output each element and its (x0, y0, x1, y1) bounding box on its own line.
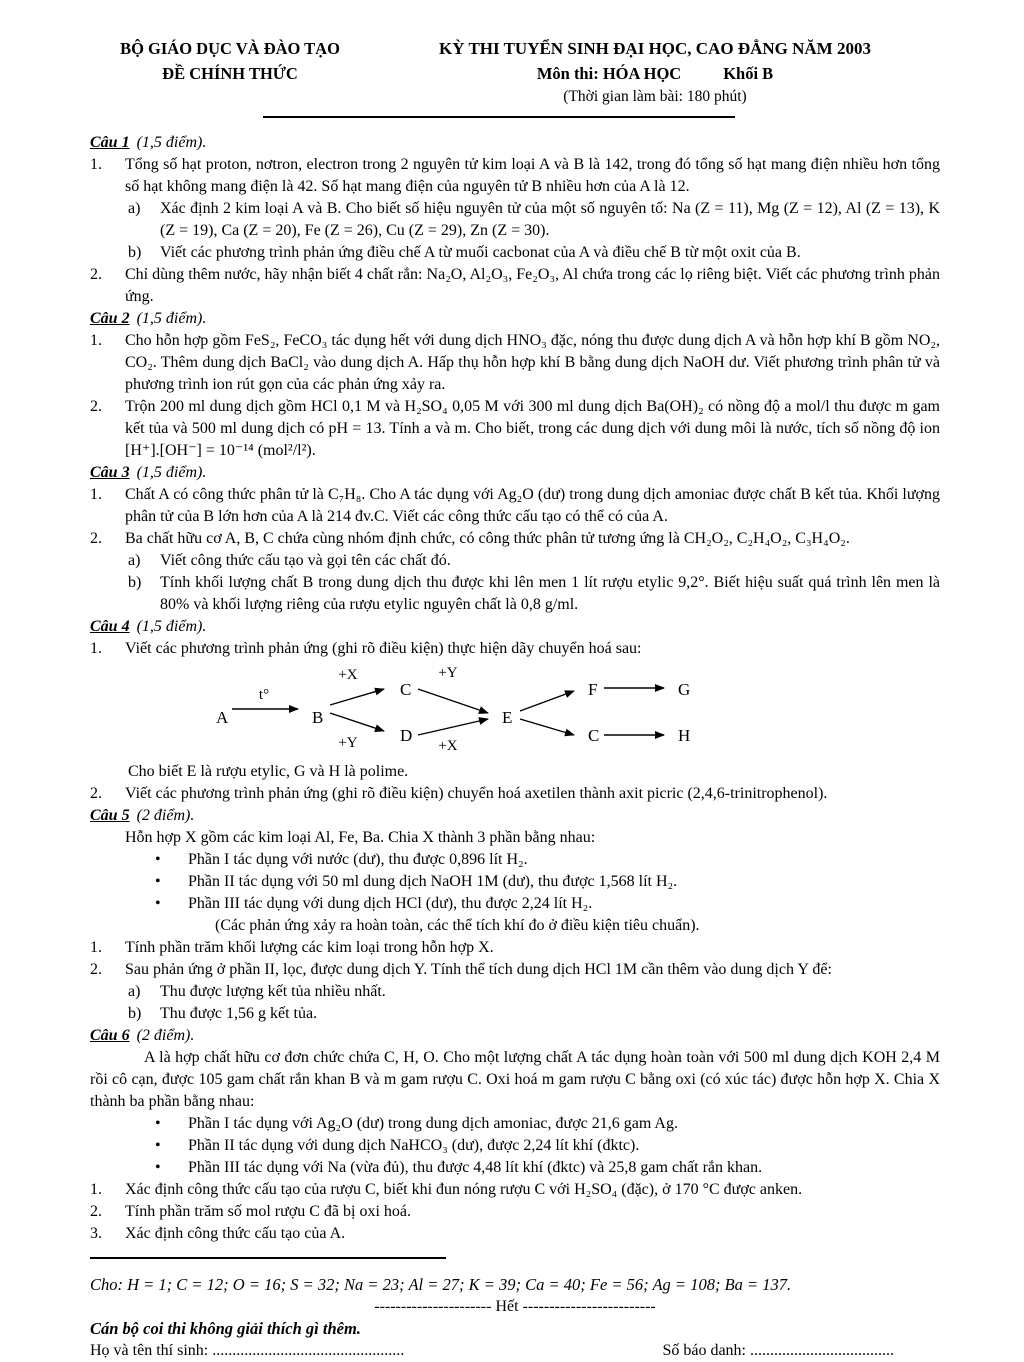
header-left-block (90, 36, 370, 108)
subject-line (370, 61, 940, 86)
header-right-block (370, 36, 940, 108)
q5-item-1 (90, 937, 940, 959)
q5-bullet-1-glyph: • (155, 851, 161, 868)
q5-item-1-number: 1. (90, 939, 102, 956)
subject-label: Môn thi: HÓA HỌC (536, 64, 682, 83)
question-2-title: Câu 2 (90, 310, 130, 327)
q3-item-2 (90, 528, 940, 550)
reaction-diagram (208, 661, 940, 760)
q5-bullet-2-text: Phần II tác dụng với 50 ml dung dịch NaOH 1M (dư), thu được 1,568 lít H₂. (188, 873, 678, 890)
q3-item-2a-letter: a) (128, 552, 141, 569)
reaction-diagram-svg (208, 661, 738, 753)
node-b: B (312, 708, 324, 727)
arrow-d-e (418, 719, 488, 735)
header-rule (263, 116, 735, 118)
node-g: G (678, 680, 691, 699)
q6-item-1-number: 1. (90, 1181, 102, 1198)
candidate-name-label: Họ và tên thí sinh: ................................................ (90, 1342, 405, 1359)
q5-bullet-2 (90, 871, 940, 893)
label-plus-x-upper: +X (338, 667, 358, 683)
q1-item-1a-text: Xác định 2 kim loại A và B. Cho biết số hiệu nguyên tử của một số nguyên tố: Na (Z = 11), Mg (Z = 12), Al (Z = 13), K (Z = 19), Ca (Z = 20), Fe (Z = 26), Cu (Z = 29), Zn (Z = 30). (160, 200, 940, 239)
q3-item-2a-text: Viết công thức cấu tạo và gọi tên các chất đó. (160, 552, 451, 569)
q1-item-1a-letter: a) (128, 200, 141, 217)
q5-item-2b-letter: b) (128, 1005, 142, 1022)
question-6-points: (2 điểm). (136, 1027, 195, 1044)
q4-item-1 (90, 638, 940, 660)
q3-item-2b (90, 572, 940, 616)
exam-type-label: ĐỀ CHÍNH THỨC (162, 64, 298, 83)
question-4-heading (90, 616, 940, 638)
q6-bullet-2-glyph: • (155, 1137, 161, 1154)
q6-bullet-3-glyph: • (155, 1159, 161, 1176)
question-5 (90, 805, 940, 1025)
q3-item-1-number: 1. (90, 486, 102, 503)
node-f: F (588, 680, 598, 699)
q1-item-1a (90, 198, 940, 242)
q6-item-1 (90, 1179, 940, 1201)
atomic-masses-line: Cho: H = 1; C = 12; O = 16; S = 32; Na = 23; Al = 27; K = 39; Ca = 40; Fe = 56; Ag = 108; Ba = 137. (90, 1275, 792, 1294)
page-header (90, 36, 940, 108)
end-rule (90, 1257, 446, 1259)
q5-bullet-1-text: Phần I tác dụng với nước (dư), thu được 0,896 lít H₂. (188, 851, 528, 868)
q5-item-2b-text: Thu được 1,56 g kết tủa. (160, 1005, 318, 1022)
question-4 (90, 616, 940, 805)
question-5-title: Câu 5 (90, 807, 130, 824)
candidate-id-label: Số báo danh: .................................... (662, 1342, 894, 1359)
block-label: Khối B (723, 64, 774, 83)
q3-item-2b-text: Tính khối lượng chất B trong dung dịch thu được khi lên men 1 lít rượu etylic 9,2°. Biết hiệu suất quá trình lên men là 80% và khối lượng riêng của rượu etylic nguyên chất là 0,8 g/ml. (160, 574, 940, 613)
q2-item-1-text: Cho hỗn hợp gồm FeS₂, FeCO₃ tác dụng hết với dung dịch HNO₃ đặc, nóng thu được dung dịch A và hỗn hợp khí B gồm NO₂, CO₂. Thêm dung dịch BaCl₂ vào dung dịch A. Hấp thụ hỗn hợp khí B bằng dung dịch NaOH dư. Viết phương trình phân tử và phương trình ion rút gọn của các phản ứng xảy ra. (125, 332, 940, 393)
signature-row (90, 1340, 940, 1362)
question-3 (90, 462, 940, 616)
q2-item-1-number: 1. (90, 332, 102, 349)
q6-bullet-3-text: Phần III tác dụng với Na (vừa đủ), thu được 4,48 lít khí (đktc) và 25,8 gam chất rắn khan. (188, 1159, 763, 1176)
arrow-e-f (520, 691, 574, 711)
question-3-heading (90, 462, 940, 484)
q1-item-2-number: 2. (90, 266, 102, 283)
q5-item-2a-text: Thu được lượng kết tủa nhiều nhất. (160, 983, 386, 1000)
q1-item-2 (90, 264, 940, 308)
q5-item-2-text: Sau phản ứng ở phần II, lọc, được dung dịch Y. Tính thể tích dung dịch HCl 1M cần thêm vào dung dịch Y để: (125, 961, 832, 978)
q5-item-2 (90, 959, 940, 981)
q1-item-1-text: Tổng số hạt proton, nơtron, electron trong 2 nguyên tử kim loại A và B là 142, trong đó tổng số hạt mang điện nhiều hơn tổng số hạt không mang điện là 42. Số hạt mang điện của nguyên tử B nhiều hơn của A là 12. (125, 156, 940, 195)
question-1-title: Câu 1 (90, 134, 130, 151)
question-6-heading (90, 1025, 940, 1047)
q6-bullet-2 (90, 1135, 940, 1157)
q5-item-1-text: Tính phần trăm khối lượng các kim loại trong hỗn hợp X. (125, 939, 494, 956)
question-1-heading (90, 132, 940, 154)
q3-item-2b-letter: b) (128, 574, 142, 591)
question-4-points: (1,5 điểm). (136, 618, 207, 635)
duration-line: (Thời gian làm bài: 180 phút) (563, 88, 747, 105)
exam-title: KỲ THI TUYỂN SINH ĐẠI HỌC, CAO ĐẲNG NĂM 2003 (439, 39, 871, 58)
q6-bullet-1-text: Phần I tác dụng với Ag₂O (dư) trong dung dịch amoniac, được 21,6 gam Ag. (188, 1115, 678, 1132)
q5-intro: Hỗn hợp X gồm các kim loại Al, Fe, Ba. Chia X thành 3 phần bằng nhau: (125, 829, 596, 846)
q6-bullet-3 (90, 1157, 940, 1179)
q5-conditions-note: (Các phản ứng xảy ra hoàn toàn, các thể tích khí đo ở điều kiện tiêu chuẩn). (215, 917, 700, 934)
question-4-title: Câu 4 (90, 618, 130, 635)
q6-intro: A là hợp chất hữu cơ đơn chức chứa C, H, O. Cho một lượng chất A tác dụng hoàn toàn với 500 ml dung dịch KOH 2,4 M rồi cô cạn, được 105 gam chất rắn khan B và m gam rượu C. Oxi hoá m gam rượu C bằng oxi (có xúc tác) được hỗn hợp X. Chia X thành ba phần bằng nhau: (90, 1049, 940, 1110)
q4-item-1-text: Viết các phương trình phản ứng (ghi rõ điều kiện) thực hiện dãy chuyển hoá sau: (125, 640, 642, 657)
question-5-points: (2 điểm). (136, 807, 195, 824)
q6-item-3-number: 3. (90, 1225, 102, 1242)
label-plus-x-lower: +X (438, 738, 458, 754)
q5-bullet-3 (90, 893, 940, 915)
q6-item-3 (90, 1223, 940, 1245)
label-temperature: t° (258, 687, 270, 703)
q6-item-2-number: 2. (90, 1203, 102, 1220)
q3-item-2a (90, 550, 940, 572)
question-5-heading (90, 805, 940, 827)
q4-item-2-number: 2. (90, 785, 102, 802)
q3-item-2-text: Ba chất hữu cơ A, B, C chứa cùng nhóm định chức, có công thức phân tử tương ứng là CH₂O₂, C₂H₄O₂, C₃H₄O₂. (125, 530, 850, 547)
q6-item-2 (90, 1201, 940, 1223)
label-plus-y-lower: +Y (338, 735, 358, 751)
q5-item-2a-letter: a) (128, 983, 141, 1000)
q4-item-1-number: 1. (90, 640, 102, 657)
node-h: H (678, 726, 691, 745)
questions (90, 132, 940, 1245)
q4-item-2 (90, 783, 940, 805)
q4-item-2-text: Viết các phương trình phản ứng (ghi rõ điều kiện) chuyển hoá axetilen thành axit picric (2,4,6-trinitrophenol). (125, 785, 828, 802)
q6-bullet-1 (90, 1113, 940, 1135)
q1-item-2-text: Chỉ dùng thêm nước, hãy nhận biết 4 chất rắn: Na₂O, Al₂O₃, Fe₂O₃, Al chứa trong các lọ riêng biệt. Viết các phương trình phản ứng. (125, 266, 940, 305)
q5-item-2-number: 2. (90, 961, 102, 978)
ministry-name: BỘ GIÁO DỤC VÀ ĐÀO TẠO (120, 39, 340, 58)
node-e: E (502, 708, 513, 727)
q5-item-2b (90, 1003, 940, 1025)
question-2-points: (1,5 điểm). (136, 310, 207, 327)
question-6-title: Câu 6 (90, 1027, 130, 1044)
q6-item-1-text: Xác định công thức cấu tạo của rượu C, biết khi đun nóng rượu C với H₂SO₄ (đặc), ở 170 °C được anken. (125, 1181, 803, 1198)
q5-bullet-3-glyph: • (155, 895, 161, 912)
q2-item-2 (90, 396, 940, 462)
q1-item-1b (90, 242, 940, 264)
arrow-b-c (330, 689, 384, 705)
arrow-e-c2 (520, 719, 574, 735)
q5-bullet-3-text: Phần III tác dụng với dung dịch HCl (dư), thu được 2,24 lít H₂. (188, 895, 593, 912)
proctor-note: Cán bộ coi thi không giải thích gì thêm. (90, 1319, 361, 1338)
q6-item-2-text: Tính phần trăm số mol rượu C đã bị oxi hoá. (125, 1203, 411, 1220)
question-2-heading (90, 308, 940, 330)
q6-bullet-2-text: Phần II tác dụng với dung dịch NaHCO₃ (dư), được 2,24 lít khí (đktc). (188, 1137, 640, 1154)
q3-item-1 (90, 484, 940, 528)
node-a: A (216, 708, 229, 727)
arrow-b-d (330, 713, 384, 731)
q1-item-1 (90, 154, 940, 198)
arrow-c-e (418, 689, 488, 713)
q6-item-3-text: Xác định công thức cấu tạo của A. (125, 1225, 346, 1242)
q2-item-1 (90, 330, 940, 396)
het-divider: ---------------------- Hết ------------------------- (374, 1298, 656, 1315)
question-1-points: (1,5 điểm). (136, 134, 207, 151)
q3-item-2-number: 2. (90, 530, 102, 547)
label-plus-y-upper: +Y (438, 665, 458, 681)
node-d: D (400, 726, 413, 745)
question-3-points: (1,5 điểm). (136, 464, 207, 481)
q2-item-2-number: 2. (90, 398, 102, 415)
q1-item-1b-text: Viết các phương trình phản ứng điều chế A từ muối cacbonat của A và điều chế B từ một oxit của B. (160, 244, 801, 261)
q3-item-1-text: Chất A có công thức phân tử là C₇H₈. Cho A tác dụng với Ag₂O (dư) trong dung dịch amoniac được chất B kết tủa. Khối lượng phân tử của B lớn hơn của A là 214 đv.C. Viết các công thức cấu tạo có thể có của A. (125, 486, 940, 525)
question-3-title: Câu 3 (90, 464, 130, 481)
question-1 (90, 132, 940, 308)
node-c: C (400, 680, 412, 699)
q5-bullet-1 (90, 849, 940, 871)
page-footer (90, 1257, 940, 1362)
question-6 (90, 1025, 940, 1245)
q2-item-2-text: Trộn 200 ml dung dịch gồm HCl 0,1 M và H₂SO₄ 0,05 M với 300 ml dung dịch Ba(OH)₂ có nồng độ a mol/l thu được m gam kết tủa và 500 ml dung dịch có pH = 13. Tính a và m. Cho biết, trong các dung dịch với dung môi là nước, tích số nồng độ ion [H⁺].[OH⁻] = 10⁻¹⁴ (mol²/l²). (125, 398, 940, 459)
question-2 (90, 308, 940, 462)
q1-item-1-number: 1. (90, 156, 102, 173)
q1-item-1b-letter: b) (128, 244, 142, 261)
q6-bullet-1-glyph: • (155, 1115, 161, 1132)
node-c2: C (588, 726, 600, 745)
q5-bullet-2-glyph: • (155, 873, 161, 890)
q5-item-2a (90, 981, 940, 1003)
q4-note: Cho biết E là rượu etylic, G và H là polime. (128, 763, 409, 780)
